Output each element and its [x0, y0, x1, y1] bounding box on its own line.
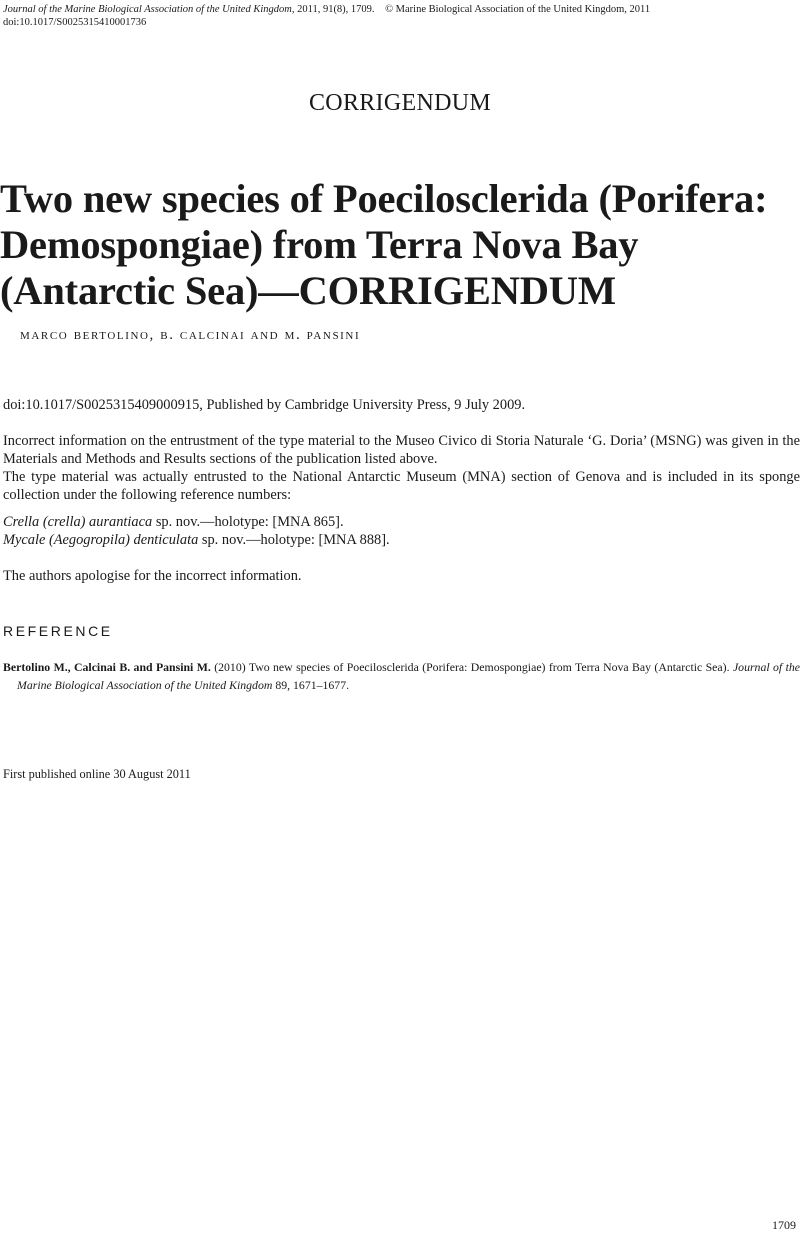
page-number: 1709	[772, 1218, 796, 1232]
species-entry-1	[3, 514, 800, 532]
volume-info: 2011, 91(8), 1709.	[297, 4, 375, 15]
article-title	[0, 176, 800, 314]
article-doi: doi:10.1017/S0025315410001736	[3, 17, 147, 28]
journal-citation: Journal of the Marine Biological Association of the United Kingdom,	[3, 4, 295, 15]
article-title-text: Two new species of Poecilosclerida (Porifera: Demospongiae) from Terra Nova Bay (Antarctic Sea)—CORRIGENDUM	[0, 176, 768, 313]
species-holotype: sp. nov.—holotype: [MNA 865].	[152, 514, 344, 530]
body-paragraph-1: Incorrect information on the entrustment of the type material to the Museo Civico di Storia Naturale ‘G. Doria’ (MSNG) was given in the Materials and Methods and Results sections of the publication listed above.	[3, 433, 800, 467]
reference-journal: Journal of the Marine Biological Association of the United Kingdom	[17, 660, 800, 692]
species-entry-2	[3, 532, 800, 550]
species-holotype: sp. nov.—holotype: [MNA 888].	[198, 532, 390, 548]
species-name: Mycale (Aegogropila) denticulata	[3, 532, 199, 548]
reference-heading: REFERENCE	[3, 623, 113, 639]
reference-entry	[3, 659, 800, 694]
first-published-note: First published online 30 August 2011	[3, 767, 191, 781]
author-list: marco bertolino, b. calcinai and m. pansini	[20, 327, 361, 343]
section-label: CORRIGENDUM	[309, 90, 491, 116]
original-doi-line: doi:10.1017/S0025315409000915, Published by Cambridge University Press, 9 July 2009.	[3, 397, 526, 413]
reference-volume-pages: 89, 1671–1677.	[272, 677, 350, 692]
running-header	[3, 3, 650, 16]
apology-paragraph: The authors apologise for the incorrect information.	[3, 568, 302, 584]
copyright-notice: © Marine Biological Association of the United Kingdom, 2011	[385, 4, 651, 15]
reference-text: (2010) Two new species of Poecilosclerida (Porifera: Demospongiae) from Terra Nova Bay (Antarctic Sea).	[210, 660, 733, 674]
reference-authors: Bertolino M., Calcinai B. and Pansini M.	[3, 660, 211, 674]
species-name: Crella (crella) aurantiaca	[3, 514, 153, 530]
body-paragraph-2: The type material was actually entrusted to the National Antarctic Museum (MNA) section of Genova and is included in its sponge collection under the following reference numbers:	[3, 469, 800, 503]
